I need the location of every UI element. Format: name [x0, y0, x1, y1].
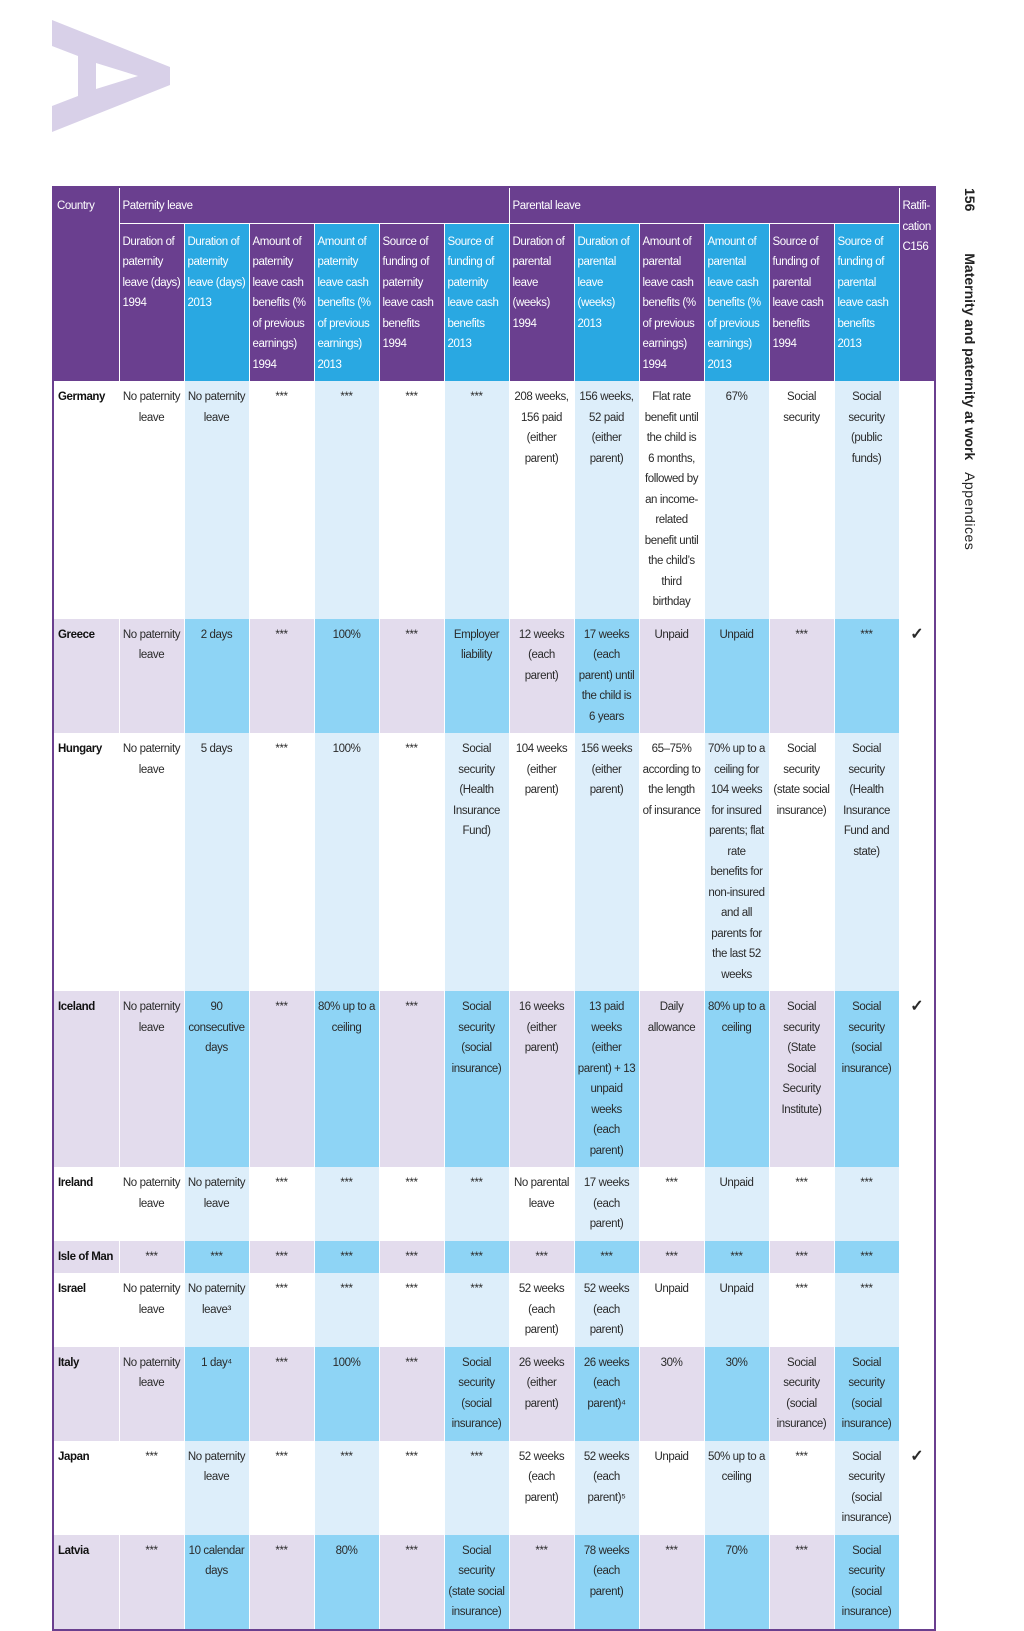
table-cell: Social security (state social insurance)	[444, 1535, 509, 1629]
table-cell: 26 weeks (either parent)	[509, 1347, 574, 1441]
table-cell: 17 weeks (each parent) until the child is 6 years	[574, 619, 639, 734]
table-cell: Unpaid	[639, 1441, 704, 1535]
column-header: Source of funding of parental leave cash benefits 1994	[769, 223, 834, 381]
table-cell: 30%	[704, 1347, 769, 1441]
table-cell: No paternity leave	[119, 619, 184, 734]
column-header: Amount of parental leave cash benefits (% of previous earnings) 1994	[639, 223, 704, 381]
table-cell: ***	[834, 619, 899, 734]
column-header: Source of funding of paternity leave cash benefits 2013	[444, 223, 509, 381]
table-cell: ***	[119, 1241, 184, 1274]
country-cell: Ireland	[58, 1177, 93, 1189]
ratification-check: ✓	[899, 1441, 934, 1535]
table-cell: 17 weeks (each parent)	[574, 1167, 639, 1241]
ratification-check	[899, 1347, 934, 1441]
table-cell: ***	[834, 1241, 899, 1274]
table-cell: ***	[574, 1241, 639, 1274]
ratification-check	[899, 1535, 934, 1629]
table-cell: 156 weeks, 52 paid (either parent)	[574, 381, 639, 619]
table-cell: 80% up to a ceiling	[314, 991, 379, 1167]
country-cell: Hungary	[58, 743, 102, 755]
table-cell: No paternity leave	[184, 1441, 249, 1535]
table-cell: ***	[444, 1441, 509, 1535]
table-cell: 156 weeks (either parent)	[574, 733, 639, 991]
table-cell: Unpaid	[704, 619, 769, 734]
table-cell: 12 weeks (each parent)	[509, 619, 574, 734]
table-cell: ***	[639, 1535, 704, 1629]
table-cell: ***	[249, 1441, 314, 1535]
country-cell: Italy	[54, 1347, 119, 1441]
table-cell: ***	[834, 1273, 899, 1347]
table-cell: ***	[314, 1241, 379, 1274]
table-cell: 67%	[704, 381, 769, 619]
column-header: Source of funding of parental leave cash benefits 2013	[834, 223, 899, 381]
table-row	[54, 1273, 934, 1347]
table-row	[54, 733, 934, 991]
column-header: Duration of paternity leave (days) 1994	[119, 223, 184, 381]
table-cell: ***	[704, 1241, 769, 1274]
table-cell: 52 weeks (each parent)	[509, 1273, 574, 1347]
table-cell: No paternity leave	[119, 733, 184, 991]
running-header	[962, 188, 978, 550]
table-cell: 208 weeks, 156 paid (either parent)	[509, 381, 574, 619]
table-cell: 78 weeks (each parent)	[574, 1535, 639, 1629]
section-letter-a	[52, 20, 170, 132]
country-cell: Latvia	[54, 1535, 119, 1629]
table-cell: ***	[249, 1535, 314, 1629]
table-cell: 13 paid weeks (either parent) + 13 unpaid weeks (each parent)	[574, 991, 639, 1167]
table-cell: ***	[119, 1441, 184, 1535]
table-cell: ***	[314, 1441, 379, 1535]
column-header: Source of funding of paternity leave cash benefits 1994	[379, 223, 444, 381]
table-row	[54, 381, 934, 619]
table-cell: Social security (State Social Security Institute)	[769, 991, 834, 1167]
table-cell: ***	[249, 619, 314, 734]
table-cell: ***	[379, 733, 444, 991]
table-cell: 52 weeks (each parent)	[574, 1273, 639, 1347]
table-cell: No paternity leave³	[184, 1273, 249, 1347]
column-header: Duration of parental leave (weeks) 1994	[509, 223, 574, 381]
page-number: 156	[962, 188, 978, 212]
table-cell: ***	[379, 1241, 444, 1274]
header-country: Country	[54, 188, 119, 381]
table-cell: ***	[119, 1535, 184, 1629]
header-paternity-leave: Paternity leave	[119, 188, 509, 223]
table-cell: ***	[249, 1167, 314, 1241]
ratification-check: ✓	[899, 991, 934, 1167]
table-cell: ***	[769, 1273, 834, 1347]
ratification-check	[899, 1241, 934, 1274]
ratification-check	[899, 733, 934, 991]
table-cell: Unpaid	[704, 1167, 769, 1241]
table-cell: ***	[249, 733, 314, 991]
country-cell: Japan	[58, 1450, 90, 1463]
table-cell: Social security (social insurance)	[444, 991, 509, 1167]
table-cell: ***	[769, 1441, 834, 1535]
leave-table-container	[52, 186, 936, 1631]
table-cell: Social security (social insurance)	[769, 1347, 834, 1441]
table-cell: Social security (social insurance)	[444, 1347, 509, 1441]
column-header: Duration of parental leave (weeks) 2013	[574, 223, 639, 381]
table-cell: 70% up to a ceiling for 104 weeks for insured parents; flat rate benefits for non-insured and all parents for the last 52 weeks	[704, 733, 769, 991]
table-cell: ***	[314, 1167, 379, 1241]
table-cell: 5 days	[184, 733, 249, 991]
table-cell: Social security (social insurance)	[834, 1441, 899, 1535]
table-cell: ***	[444, 1167, 509, 1241]
table-row	[54, 1167, 934, 1241]
column-header: Duration of paternity leave (days) 2013	[184, 223, 249, 381]
table-cell: ***	[379, 1441, 444, 1535]
ratification-check	[899, 1167, 934, 1241]
table-cell: 50% up to a ceiling	[704, 1441, 769, 1535]
table-cell: No paternity leave	[119, 991, 184, 1167]
table-cell: ***	[249, 1347, 314, 1441]
table-cell: ***	[249, 1273, 314, 1347]
table-cell: ***	[769, 1241, 834, 1274]
header-row-groups	[54, 188, 934, 223]
table-cell: 100%	[314, 619, 379, 734]
table-cell: Unpaid	[704, 1273, 769, 1347]
table-cell: No parental leave	[509, 1167, 574, 1241]
leave-table	[54, 188, 934, 1629]
table-row	[54, 1441, 934, 1535]
table-cell: ***	[444, 381, 509, 619]
table-cell: ***	[509, 1241, 574, 1274]
table-cell: No paternity leave	[119, 1167, 184, 1241]
column-header: Amount of paternity leave cash benefits (% of previous earnings) 1994	[249, 223, 314, 381]
table-cell: ***	[639, 1241, 704, 1274]
table-cell: ***	[379, 1273, 444, 1347]
table-cell: ***	[184, 1241, 249, 1274]
country-cell: Isle of Man	[54, 1241, 119, 1274]
table-cell: Social security (Health Insurance Fund)	[444, 733, 509, 991]
table-cell: Employer liability	[444, 619, 509, 734]
table-cell: No paternity leave	[184, 381, 249, 619]
ratification-check	[899, 1273, 934, 1347]
table-cell: ***	[379, 1535, 444, 1629]
table-row	[54, 1535, 934, 1629]
table-cell: ***	[314, 381, 379, 619]
table-cell: Daily allowance	[639, 991, 704, 1167]
header-ratification: Ratifi-cation C156	[899, 188, 934, 381]
table-cell: ***	[249, 991, 314, 1167]
table-cell: 16 weeks (either parent)	[509, 991, 574, 1167]
table-row	[54, 1347, 934, 1441]
table-cell: 70%	[704, 1535, 769, 1629]
ratification-check: ✓	[899, 619, 934, 734]
table-cell: ***	[444, 1241, 509, 1274]
table-cell: 80% up to a ceiling	[704, 991, 769, 1167]
table-cell: ***	[379, 381, 444, 619]
table-cell: Unpaid	[639, 1273, 704, 1347]
table-cell: 100%	[314, 1347, 379, 1441]
table-body	[54, 381, 934, 1629]
table-cell: Social security (social insurance)	[834, 1535, 899, 1629]
table-cell: ***	[379, 1347, 444, 1441]
table-row	[54, 1241, 934, 1274]
table-cell: Flat rate benefit until the child is 6 months, followed by an income-related benefit until the child’s third birthday	[639, 381, 704, 619]
table-cell: ***	[834, 1167, 899, 1241]
table-cell: No paternity leave	[119, 1273, 184, 1347]
table-cell: ***	[769, 1167, 834, 1241]
table-cell: 100%	[314, 733, 379, 991]
table-cell: Social security (public funds)	[834, 381, 899, 619]
table-cell: ***	[379, 1167, 444, 1241]
table-cell: ***	[314, 1273, 379, 1347]
table-cell: 80%	[314, 1535, 379, 1629]
table-cell: No paternity leave	[119, 381, 184, 619]
table-cell: ***	[249, 1241, 314, 1274]
table-cell: ***	[769, 1535, 834, 1629]
table-cell: 30%	[639, 1347, 704, 1441]
table-cell: No paternity leave	[119, 1347, 184, 1441]
column-header: Amount of parental leave cash benefits (% of previous earnings) 2013	[704, 223, 769, 381]
table-cell: 1 day⁴	[184, 1347, 249, 1441]
table-cell: ***	[379, 619, 444, 734]
table-cell: 104 weeks (either parent)	[509, 733, 574, 991]
table-cell: ***	[509, 1535, 574, 1629]
table-cell: Social security (Health Insurance Fund and state)	[834, 733, 899, 991]
table-row	[54, 619, 934, 734]
section-name: Appendices	[962, 472, 978, 551]
table-cell: ***	[639, 1167, 704, 1241]
table-cell: Social security (social insurance)	[834, 991, 899, 1167]
ratification-check	[899, 381, 934, 619]
table-cell: Unpaid	[639, 619, 704, 734]
country-cell: Greece	[54, 619, 119, 734]
table-cell: 52 weeks (each parent)⁵	[574, 1441, 639, 1535]
table-cell: 10 calendar days	[184, 1535, 249, 1629]
table-cell: Social security	[769, 381, 834, 619]
country-cell: Germany	[58, 391, 106, 403]
table-cell: 90 consecutive days	[184, 991, 249, 1167]
table-cell: 65–75% according to the length of insurance	[639, 733, 704, 991]
table-cell: 2 days	[184, 619, 249, 734]
country-cell: Israel	[58, 1283, 86, 1295]
table-cell: Social security (social insurance)	[834, 1347, 899, 1441]
header-row-columns	[54, 223, 934, 381]
table-cell: ***	[444, 1273, 509, 1347]
table-cell: Social security (state social insurance)	[769, 733, 834, 991]
table-cell: ***	[249, 381, 314, 619]
country-cell: Iceland	[54, 991, 119, 1167]
book-title: Maternity and paternity at work	[962, 253, 978, 461]
table-row	[54, 991, 934, 1167]
table-cell: No paternity leave	[184, 1167, 249, 1241]
column-header: Amount of paternity leave cash benefits (% of previous earnings) 2013	[314, 223, 379, 381]
header-parental-leave: Parental leave	[509, 188, 899, 223]
table-cell: ***	[379, 991, 444, 1167]
table-cell: 52 weeks (each parent)	[509, 1441, 574, 1535]
table-cell: 26 weeks (each parent)⁴	[574, 1347, 639, 1441]
table-cell: ***	[769, 619, 834, 734]
